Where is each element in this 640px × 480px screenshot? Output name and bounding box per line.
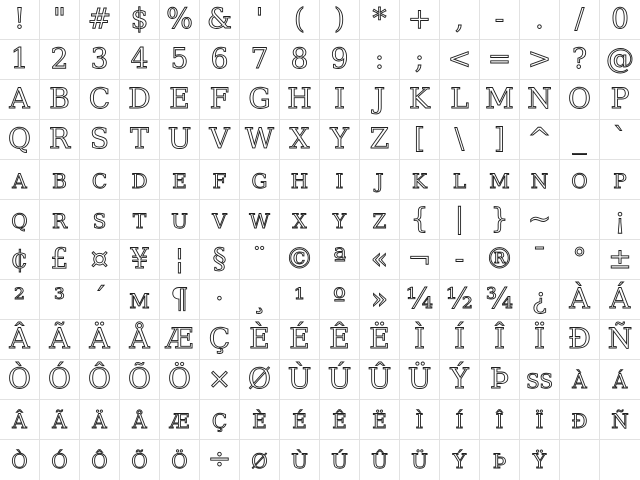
glyph-cell: à — [560, 360, 600, 400]
glyph-cell: < — [440, 40, 480, 80]
glyph-cell: U — [160, 120, 200, 160]
glyph-cell: è — [240, 400, 280, 440]
glyph-cell: Á — [600, 280, 640, 320]
glyph-cell: 3 — [80, 40, 120, 80]
glyph-cell: [ — [400, 120, 440, 160]
glyph-cell: Ì — [400, 320, 440, 360]
glyph-cell: L — [440, 80, 480, 120]
glyph-cell: § — [200, 240, 240, 280]
glyph-cell: å — [120, 400, 160, 440]
glyph-cell: v — [200, 200, 240, 240]
glyph-cell: Ø — [240, 360, 280, 400]
glyph-cell: ¬ — [400, 240, 440, 280]
glyph-cell: s — [80, 200, 120, 240]
glyph-cell: i — [320, 160, 360, 200]
empty-cell — [560, 200, 600, 240]
glyph-cell: I — [320, 80, 360, 120]
glyph-cell: ; — [400, 40, 440, 80]
glyph-cell: þ — [480, 440, 520, 480]
glyph-cell: o — [560, 160, 600, 200]
glyph-cell: M — [480, 80, 520, 120]
glyph-cell: ¾ — [480, 280, 520, 320]
glyph-cell: ö — [160, 440, 200, 480]
glyph-cell: Ô — [80, 360, 120, 400]
glyph-cell: % — [160, 0, 200, 40]
glyph-cell: 1 — [0, 40, 40, 80]
glyph-cell: ¢ — [0, 240, 40, 280]
glyph-cell: @ — [600, 40, 640, 80]
glyph-cell: V — [200, 120, 240, 160]
glyph-cell: ô — [80, 440, 120, 480]
glyph-cell: æ — [160, 400, 200, 440]
glyph-cell: q — [0, 200, 40, 240]
glyph-cell: Ã — [40, 320, 80, 360]
glyph-cell: C — [80, 80, 120, 120]
glyph-cell: } — [480, 200, 520, 240]
glyph-cell: Ê — [320, 320, 360, 360]
glyph-cell: p — [600, 160, 640, 200]
glyph-cell: , — [440, 0, 480, 40]
glyph-cell: * — [360, 0, 400, 40]
glyph-cell: G — [240, 80, 280, 120]
glyph-cell: ? — [560, 40, 600, 80]
glyph-cell: Ù — [280, 360, 320, 400]
glyph-cell: ² — [0, 280, 40, 320]
glyph-cell: n — [520, 160, 560, 200]
glyph-cell: ' — [240, 0, 280, 40]
glyph-cell: É — [280, 320, 320, 360]
glyph-cell: Ý — [440, 360, 480, 400]
glyph-cell: 2 — [40, 40, 80, 80]
glyph-cell: k — [400, 160, 440, 200]
glyph-cell: í — [440, 400, 480, 440]
glyph-cell: $ — [120, 0, 160, 40]
glyph-cell: ê — [320, 400, 360, 440]
charmap-row — [0, 120, 640, 160]
glyph-cell: × — [200, 360, 240, 400]
glyph-cell: j — [360, 160, 400, 200]
glyph-cell: · — [200, 280, 240, 320]
glyph-cell: ¸ — [240, 280, 280, 320]
charmap-row — [0, 280, 640, 320]
glyph-cell: w — [240, 200, 280, 240]
glyph-cell: ð — [560, 400, 600, 440]
glyph-cell: h — [280, 160, 320, 200]
glyph-cell: c — [80, 160, 120, 200]
glyph-cell: Ü — [400, 360, 440, 400]
charmap-row — [0, 400, 640, 440]
glyph-cell: ¼ — [400, 280, 440, 320]
glyph-cell: é — [280, 400, 320, 440]
glyph-cell: F — [200, 80, 240, 120]
glyph-cell: # — [80, 0, 120, 40]
glyph-cell: D — [120, 80, 160, 120]
glyph-cell: « — [360, 240, 400, 280]
glyph-cell: \ — [440, 120, 480, 160]
glyph-cell: 0 — [600, 0, 640, 40]
glyph-cell: Í — [440, 320, 480, 360]
glyph-cell: 8 — [280, 40, 320, 80]
glyph-cell: u — [160, 200, 200, 240]
charmap-row — [0, 320, 640, 360]
charmap-row — [0, 360, 640, 400]
glyph-cell: Õ — [120, 360, 160, 400]
charmap-row — [0, 80, 640, 120]
glyph-cell: ß — [520, 360, 560, 400]
glyph-cell: R — [40, 120, 80, 160]
glyph-cell: Ö — [160, 360, 200, 400]
glyph-cell: 9 — [320, 40, 360, 80]
empty-cell — [560, 440, 600, 480]
glyph-cell: ) — [320, 0, 360, 40]
glyph-cell: d — [120, 160, 160, 200]
charmap-row — [0, 40, 640, 80]
glyph-cell: P — [600, 80, 640, 120]
glyph-cell: ÿ — [520, 440, 560, 480]
charmap-row — [0, 0, 640, 40]
glyph-cell: 7 — [240, 40, 280, 80]
glyph-cell: Ë — [360, 320, 400, 360]
glyph-cell: _ — [560, 120, 600, 160]
glyph-cell: T — [120, 120, 160, 160]
glyph-cell: b — [40, 160, 80, 200]
glyph-cell: È — [240, 320, 280, 360]
glyph-cell: ´ — [80, 280, 120, 320]
glyph-cell: Æ — [160, 320, 200, 360]
glyph-cell: + — [400, 0, 440, 40]
glyph-cell: A — [0, 80, 40, 120]
glyph-cell: º — [320, 280, 360, 320]
glyph-cell: g — [240, 160, 280, 200]
glyph-cell: ë — [360, 400, 400, 440]
glyph-cell: Ð — [560, 320, 600, 360]
glyph-cell: µ — [120, 280, 160, 320]
glyph-cell: ^ — [520, 120, 560, 160]
glyph-cell: ä — [80, 400, 120, 440]
glyph-cell: Ñ — [600, 320, 640, 360]
glyph-cell: ª — [320, 240, 360, 280]
glyph-cell: l — [440, 160, 480, 200]
empty-cell — [600, 440, 640, 480]
glyph-cell: ½ — [440, 280, 480, 320]
glyph-cell: e — [160, 160, 200, 200]
glyph-cell: ¶ — [160, 280, 200, 320]
glyph-cell: ] — [480, 120, 520, 160]
glyph-cell: Z — [360, 120, 400, 160]
glyph-cell: m — [480, 160, 520, 200]
glyph-cell: © — [280, 240, 320, 280]
glyph-cell: ¦ — [160, 240, 200, 280]
glyph-cell: ý — [440, 440, 480, 480]
glyph-cell: û — [360, 440, 400, 480]
charmap-row — [0, 440, 640, 480]
glyph-cell: ÷ — [200, 440, 240, 480]
glyph-cell: ø — [240, 440, 280, 480]
glyph-cell: Â — [0, 320, 40, 360]
glyph-cell: B — [40, 80, 80, 120]
glyph-cell: . — [520, 0, 560, 40]
glyph-cell: X — [280, 120, 320, 160]
glyph-cell: S — [80, 120, 120, 160]
glyph-cell: 6 — [200, 40, 240, 80]
glyph-cell: W — [240, 120, 280, 160]
glyph-cell: E — [160, 80, 200, 120]
glyph-cell: H — [280, 80, 320, 120]
charmap-row — [0, 240, 640, 280]
glyph-cell: f — [200, 160, 240, 200]
glyph-cell: Ç — [200, 320, 240, 360]
glyph-cell: Î — [480, 320, 520, 360]
glyph-cell: ( — [280, 0, 320, 40]
glyph-cell: - — [480, 0, 520, 40]
glyph-cell: ù — [280, 440, 320, 480]
glyph-cell: ¿ — [520, 280, 560, 320]
glyph-cell: a — [0, 160, 40, 200]
glyph-cell: ¡ — [600, 200, 640, 240]
glyph-cell: £ — [40, 240, 80, 280]
glyph-cell: " — [40, 0, 80, 40]
glyph-cell: / — [560, 0, 600, 40]
glyph-cell: Ä — [80, 320, 120, 360]
glyph-cell: Ò — [0, 360, 40, 400]
glyph-cell: õ — [120, 440, 160, 480]
charmap-row — [0, 160, 640, 200]
glyph-cell: ¤ — [80, 240, 120, 280]
glyph-cell: Û — [360, 360, 400, 400]
glyph-cell: - — [440, 240, 480, 280]
glyph-cell: Þ — [480, 360, 520, 400]
glyph-cell: ü — [400, 440, 440, 480]
glyph-cell: 4 — [120, 40, 160, 80]
glyph-cell: ú — [320, 440, 360, 480]
glyph-cell: ³ — [40, 280, 80, 320]
glyph-cell: î — [480, 400, 520, 440]
glyph-cell: Ï — [520, 320, 560, 360]
glyph-cell: ¹ — [280, 280, 320, 320]
glyph-cell: ã — [40, 400, 80, 440]
glyph-cell: á — [600, 360, 640, 400]
glyph-cell: ~ — [520, 200, 560, 240]
glyph-cell: > — [520, 40, 560, 80]
glyph-cell: & — [200, 0, 240, 40]
glyph-cell: y — [320, 200, 360, 240]
glyph-cell: : — [360, 40, 400, 80]
glyph-cell: | — [440, 200, 480, 240]
charmap-row — [0, 200, 640, 240]
glyph-cell: ¥ — [120, 240, 160, 280]
glyph-cell: J — [360, 80, 400, 120]
glyph-cell: â — [0, 400, 40, 440]
glyph-cell: ¯ — [520, 240, 560, 280]
glyph-cell: O — [560, 80, 600, 120]
glyph-cell: N — [520, 80, 560, 120]
glyph-cell: t — [120, 200, 160, 240]
glyph-cell: ì — [400, 400, 440, 440]
glyph-cell: ¨ — [240, 240, 280, 280]
glyph-cell: { — [400, 200, 440, 240]
glyph-cell: z — [360, 200, 400, 240]
glyph-cell: ï — [520, 400, 560, 440]
glyph-cell: » — [360, 280, 400, 320]
glyph-cell: Q — [0, 120, 40, 160]
glyph-cell: ç — [200, 400, 240, 440]
glyph-cell: Ú — [320, 360, 360, 400]
glyph-cell: ® — [480, 240, 520, 280]
glyph-cell: Ó — [40, 360, 80, 400]
glyph-cell: = — [480, 40, 520, 80]
glyph-cell: ! — [0, 0, 40, 40]
glyph-cell: x — [280, 200, 320, 240]
glyph-cell: ó — [40, 440, 80, 480]
glyph-cell: ` — [600, 120, 640, 160]
glyph-cell: K — [400, 80, 440, 120]
glyph-cell: ò — [0, 440, 40, 480]
glyph-cell: Y — [320, 120, 360, 160]
glyph-cell: ° — [560, 240, 600, 280]
glyph-cell: r — [40, 200, 80, 240]
glyph-cell: ñ — [600, 400, 640, 440]
glyph-cell: À — [560, 280, 600, 320]
glyph-cell: ± — [600, 240, 640, 280]
glyph-cell: 5 — [160, 40, 200, 80]
glyph-cell: Å — [120, 320, 160, 360]
